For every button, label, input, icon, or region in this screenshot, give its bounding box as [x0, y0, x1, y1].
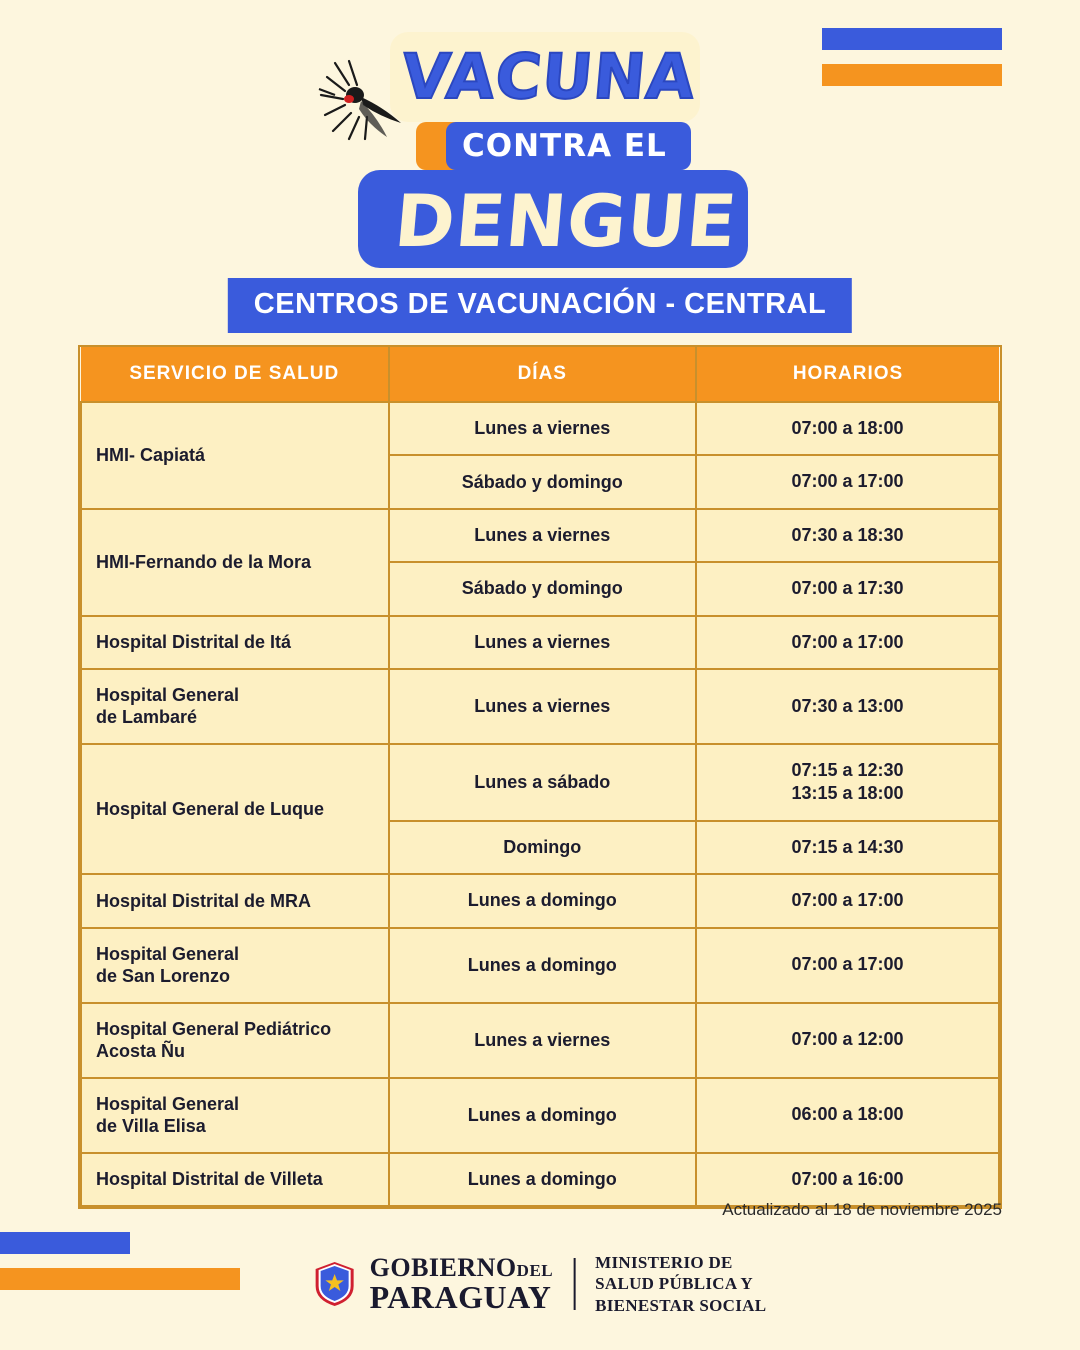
vaccination-centers-table	[78, 345, 1002, 1209]
ministry-line-3: BIENESTAR SOCIAL	[595, 1295, 767, 1315]
table-row	[81, 928, 999, 1003]
ministry-wordmark	[595, 1252, 766, 1316]
cell-hours: 07:00 a 17:00	[696, 928, 999, 1003]
title-dengue: DENGUE	[391, 179, 741, 263]
decor-bar-bottom-blue	[0, 1232, 130, 1254]
column-header-service: SERVICIO DE SALUD	[81, 347, 389, 402]
cell-days: Lunes a viernes	[389, 509, 697, 562]
cell-hours: 07:00 a 17:00	[696, 874, 999, 927]
updated-date: Actualizado al 18 de noviembre 2025	[722, 1200, 1002, 1219]
title-contra-el: CONTRA EL	[462, 128, 667, 164]
cell-days: Lunes a domingo	[389, 1078, 697, 1153]
cell-hours: 07:00 a 12:00	[696, 1003, 999, 1078]
cell-hours: 07:15 a 12:30 13:15 a 18:00	[696, 744, 999, 821]
cell-hours: 07:00 a 17:00	[696, 455, 999, 508]
cell-days: Lunes a viernes	[389, 402, 697, 455]
table-row	[81, 616, 999, 669]
cell-days: Lunes a sábado	[389, 744, 697, 821]
table-row	[81, 509, 999, 562]
cell-service-name: HMI-Fernando de la Mora	[81, 509, 389, 616]
cell-days: Domingo	[389, 821, 697, 874]
cell-service-name: Hospital Distrital de Itá	[81, 616, 389, 669]
cell-days: Sábado y domingo	[389, 562, 697, 615]
government-wordmark	[369, 1252, 554, 1315]
column-header-hours: HORARIOS	[696, 347, 999, 402]
cell-hours: 07:30 a 13:00	[696, 669, 999, 744]
gov-line1-small: DEL	[516, 1260, 554, 1280]
section-subtitle: CENTROS DE VACUNACIÓN - CENTRAL	[228, 278, 852, 333]
cell-service-name: Hospital General de Villa Elisa	[81, 1078, 389, 1153]
cell-hours: 06:00 a 18:00	[696, 1078, 999, 1153]
gov-line2: PARAGUAY	[369, 1278, 552, 1315]
cell-hours: 07:00 a 18:00	[696, 402, 999, 455]
decor-bar-bottom-orange	[0, 1268, 240, 1290]
cell-service-name: Hospital Distrital de MRA	[81, 874, 389, 927]
cell-days: Lunes a domingo	[389, 928, 697, 1003]
cell-days: Lunes a viernes	[389, 669, 697, 744]
ministry-line-1: MINISTERIO DE	[595, 1253, 733, 1272]
table-row	[81, 402, 999, 455]
column-header-days: DÍAS	[389, 347, 697, 402]
cell-days: Sábado y domingo	[389, 455, 697, 508]
cell-hours: 07:00 a 17:30	[696, 562, 999, 615]
cell-hours: 07:00 a 17:00	[696, 616, 999, 669]
coat-of-arms-icon	[314, 1260, 356, 1308]
cell-hours: 07:30 a 18:30	[696, 509, 999, 562]
cell-service-name: HMI- Capiatá	[81, 402, 389, 509]
table-row	[81, 1078, 999, 1153]
cell-hours: 07:15 a 14:30	[696, 821, 999, 874]
ministry-line-2: SALUD PÚBLICA Y	[595, 1274, 753, 1294]
government-footer	[314, 1252, 767, 1316]
table-row	[81, 1003, 999, 1078]
table-row	[81, 1153, 999, 1206]
cell-service-name: Hospital General de Lambaré	[81, 669, 389, 744]
footer-divider	[573, 1258, 575, 1310]
table-row	[81, 744, 999, 821]
cell-service-name: Hospital Distrital de Villeta	[81, 1153, 389, 1206]
cell-hours: 07:00 a 16:00	[696, 1153, 999, 1206]
table-body	[81, 402, 999, 1206]
table-row	[81, 874, 999, 927]
table-row	[81, 669, 999, 744]
gov-line1-main: GOBIERNO	[369, 1252, 517, 1282]
title-vacuna: VACUNA	[398, 40, 699, 113]
cell-days: Lunes a viernes	[389, 1003, 697, 1078]
table-header-row	[81, 347, 999, 402]
cell-service-name: Hospital General de Luque	[81, 744, 389, 874]
cell-days: Lunes a domingo	[389, 1153, 697, 1206]
cell-service-name: Hospital General Pediátrico Acosta Ñu	[81, 1003, 389, 1078]
cell-days: Lunes a viernes	[389, 616, 697, 669]
cell-service-name: Hospital General de San Lorenzo	[81, 928, 389, 1003]
poster-header	[0, 0, 1080, 270]
cell-days: Lunes a domingo	[389, 874, 697, 927]
